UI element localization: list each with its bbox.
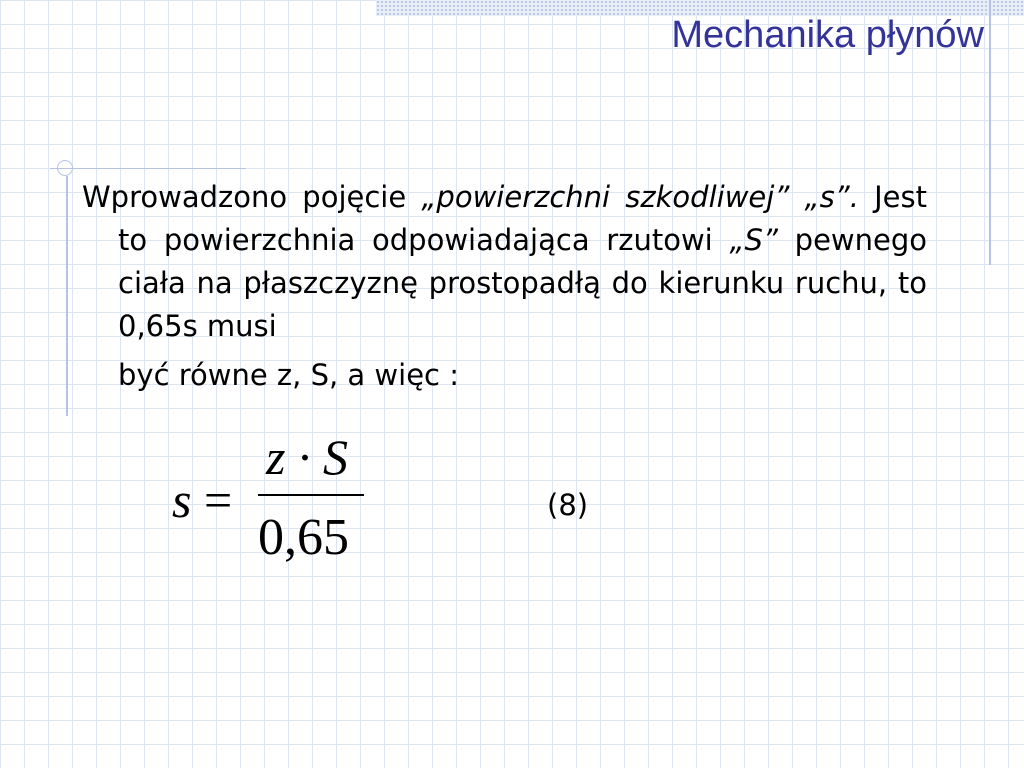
left-decorative-rule	[66, 176, 68, 416]
right-decorative-rule	[989, 0, 991, 265]
paragraph-last-line: być równe z, S, a więc :	[118, 358, 459, 392]
paragraph-intro: Wprowadzono pojęcie	[82, 180, 422, 214]
paragraph-middle-1: Jest to powierzchnia odpowiadająca rzutowi	[118, 180, 927, 257]
paragraph-middle-2: pewnego ciała na płaszczyznę prostopadłą do kierunku ruchu, to 0,65s musi	[118, 223, 928, 343]
formula-equals-sign: =	[191, 472, 233, 528]
formula-numerator: z · S	[266, 429, 348, 485]
bullet-horizontal-rule	[50, 168, 246, 169]
formula-lhs-variable: s	[172, 472, 192, 528]
paragraph-term-powierzchnia-szkodliwa: „powierzchni szkodliwej” „s”.	[421, 180, 859, 214]
formula-denominator: 0,65	[258, 509, 349, 566]
paragraph-term-S: „S”	[729, 223, 778, 257]
formula-fraction-bar	[258, 494, 364, 496]
bullet-circle-icon	[57, 160, 73, 176]
formula-8	[170, 428, 390, 578]
equation-number: (8)	[547, 488, 589, 522]
formula-lhs	[172, 471, 232, 529]
body-paragraph	[82, 176, 927, 397]
slide-title: Mechanika płynów	[671, 14, 984, 56]
